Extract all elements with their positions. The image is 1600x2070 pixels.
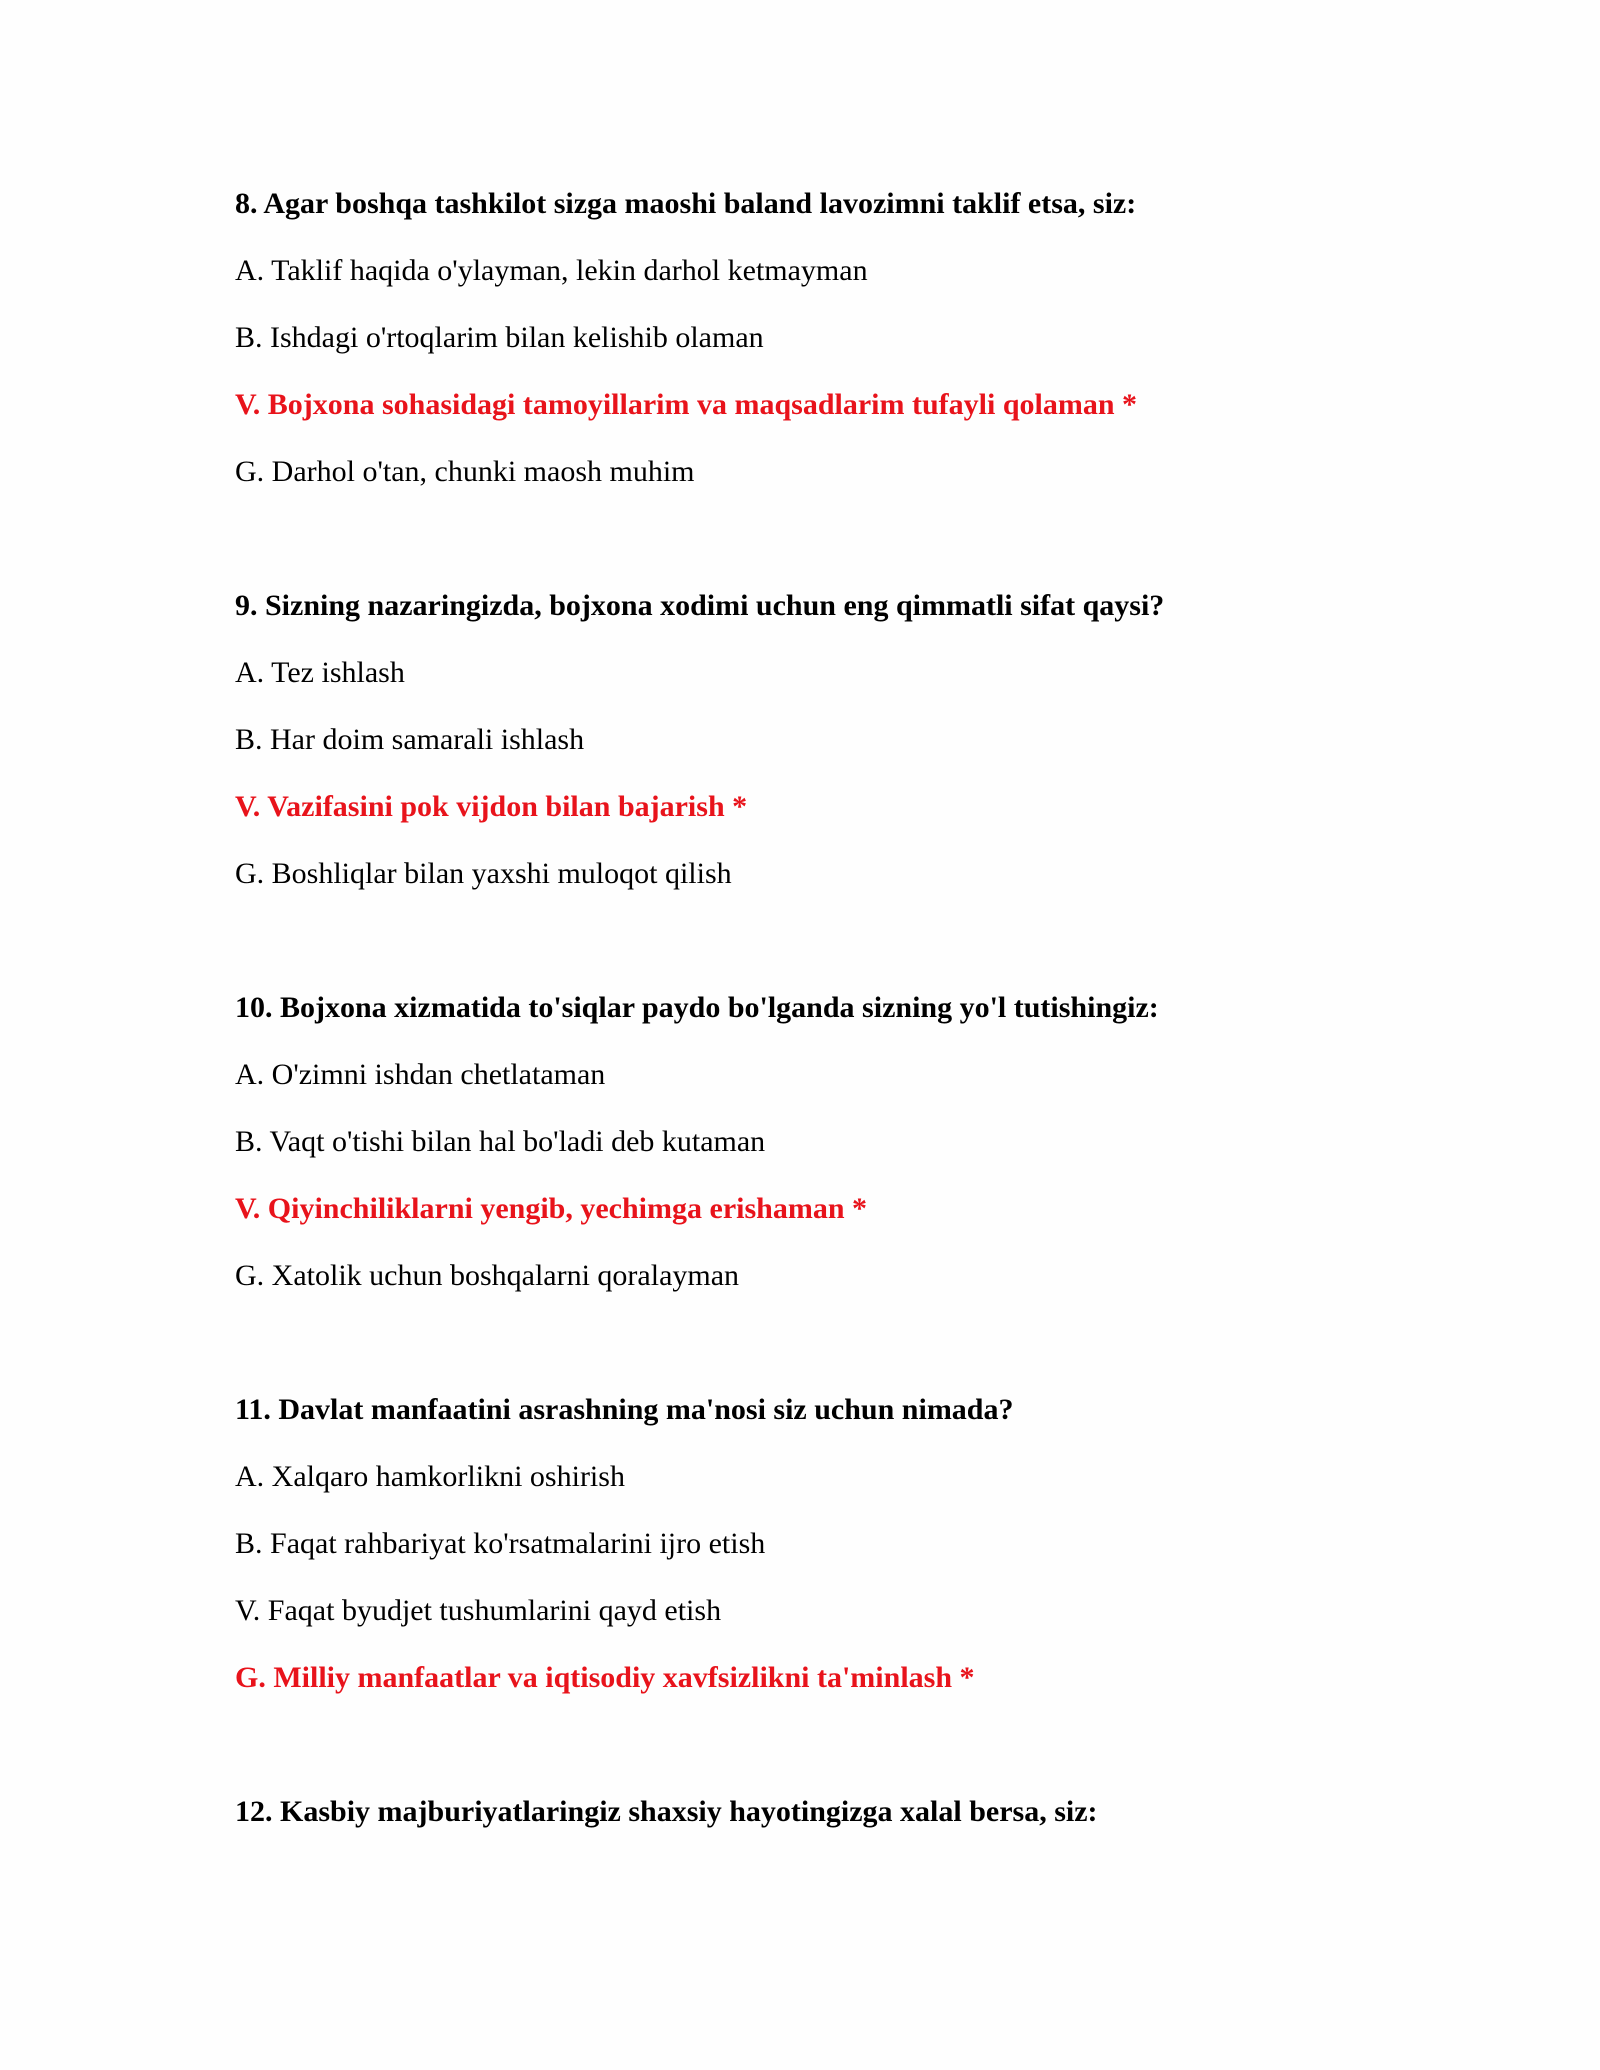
question-10-option-b: B. Vaqt o'tishi bilan hal bo'ladi deb kutaman	[235, 1125, 766, 1158]
question-9-option-b: B. Har doim samarali ishlash	[235, 723, 585, 756]
question-11-option-v: V. Faqat byudjet tushumlarini qayd etish	[235, 1594, 722, 1627]
question-12-title: 12. Kasbiy majburiyatlaringiz shaxsiy hayotingizga xalal bersa, siz:	[235, 1795, 1098, 1828]
question-9-option-a: A. Tez ishlash	[235, 656, 405, 689]
question-11-title: 11. Davlat manfaatini asrashning ma'nosi siz uchun nimada?	[235, 1393, 1014, 1426]
question-9-title: 9. Sizning nazaringizda, bojxona xodimi uchun eng qimmatli sifat qaysi?	[235, 589, 1165, 622]
question-8-option-a: A. Taklif haqida o'ylayman, lekin darhol ketmayman	[235, 254, 868, 287]
question-11-option-b: B. Faqat rahbariyat ko'rsatmalarini ijro etish	[235, 1527, 766, 1560]
question-10-option-v-correct: V. Qiyinchiliklarni yengib, yechimga erishaman *	[235, 1192, 868, 1225]
question-10-option-g: G. Xatolik uchun boshqalarni qoralayman	[235, 1259, 740, 1292]
question-9-option-g: G. Boshliqlar bilan yaxshi muloqot qilish	[235, 857, 732, 890]
question-8-option-g: G. Darhol o'tan, chunki maosh muhim	[235, 455, 695, 488]
question-8-option-b: B. Ishdagi o'rtoqlarim bilan kelishib olaman	[235, 321, 764, 354]
question-8-option-v-correct: V. Bojxona sohasidagi tamoyillarim va maqsadlarim tufayli qolaman *	[235, 388, 1138, 421]
question-10-option-a: A. O'zimni ishdan chetlataman	[235, 1058, 606, 1091]
question-11-option-a: A. Xalqaro hamkorlikni oshirish	[235, 1460, 625, 1493]
question-11-option-g-correct: G. Milliy manfaatlar va iqtisodiy xavfsizlikni ta'minlash *	[235, 1661, 975, 1694]
question-9-option-v-correct: V. Vazifasini pok vijdon bilan bajarish *	[235, 790, 748, 823]
question-10-title: 10. Bojxona xizmatida to'siqlar paydo bo'lganda sizning yo'l tutishingiz:	[235, 991, 1159, 1024]
question-8-title: 8. Agar boshqa tashkilot sizga maoshi baland lavozimni taklif etsa, siz:	[235, 187, 1137, 220]
